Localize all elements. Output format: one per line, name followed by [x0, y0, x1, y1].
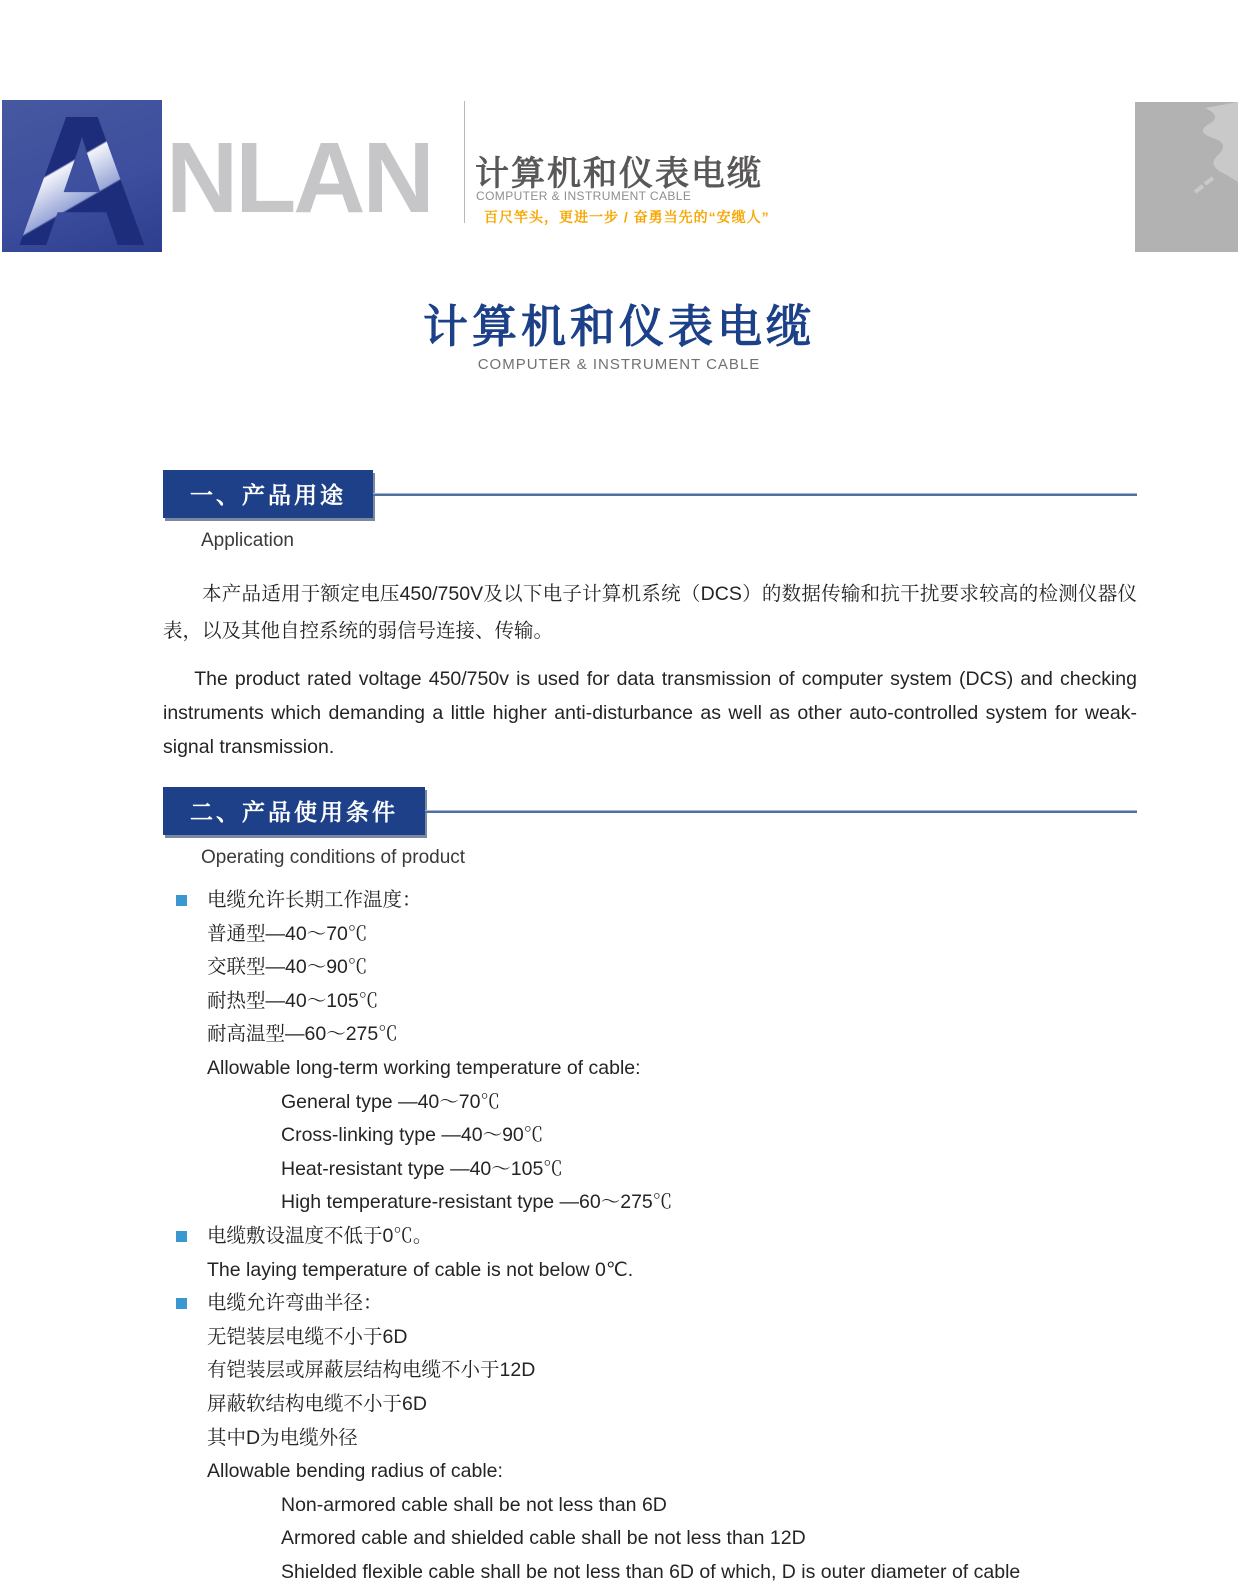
list-bullet-icon: [176, 895, 187, 906]
section-heading-box: 一、产品用途: [163, 470, 373, 518]
conditions-list: [163, 884, 1137, 1589]
section-heading-en: Operating conditions of product: [201, 847, 466, 868]
condition-text: 耐高温型—60～275℃: [207, 1023, 398, 1046]
condition-line: [163, 1522, 1137, 1556]
condition-text: General type —40～70℃: [281, 1090, 500, 1113]
logo-letter-a: A: [14, 78, 150, 285]
list-bullet-icon: [176, 1298, 187, 1309]
header-photo-placeholder: [1135, 102, 1238, 252]
list-bullet-icon: [176, 1231, 187, 1242]
condition-text: 无铠装层电缆不小于6D: [207, 1325, 408, 1348]
section-heading-rule: [425, 810, 1137, 813]
condition-text: Non-armored cable shall be not less than 6D: [281, 1493, 667, 1516]
leaf-shape-icon: [1135, 102, 1238, 252]
condition-text: 屏蔽软结构电缆不小于6D: [207, 1392, 427, 1415]
page-title: 计算机和仪表电缆: [422, 301, 815, 352]
condition-line: [163, 1321, 1137, 1355]
condition-text: 电缆敷设温度不低于0℃。: [207, 1224, 433, 1247]
condition-line: [163, 884, 1137, 918]
section-heading: [163, 787, 1137, 835]
application-paragraph-en: The product rated voltage 450/750v is used for data transmission of computer system (DCS) and checking instruments which demanding a little higher anti-disturbance as well as other auto-controlled system for weak-signal transmission.: [163, 668, 1137, 758]
condition-line: [163, 1254, 1137, 1288]
section-application: [163, 470, 1137, 764]
condition-line: [163, 1422, 1137, 1456]
condition-line: [163, 1119, 1137, 1153]
condition-line: [163, 918, 1137, 952]
application-paragraph-cn: 本产品适用于额定电压450/750V及以下电子计算机系统（DCS）的数据传输和抗干扰要求较高的检测仪器仪表，以及其他自控系统的弱信号连接、传输。: [163, 583, 1137, 642]
condition-line: [163, 1489, 1137, 1523]
header-title-cn: 计算机和仪表电缆: [475, 155, 763, 193]
condition-text: Allowable long-term working temperature of cable:: [207, 1056, 641, 1079]
condition-text: 电缆允许弯曲半径：: [207, 1292, 383, 1315]
section-operating-conditions: [163, 787, 1137, 1589]
condition-text: 有铠装层或屏蔽层结构电缆不小于12D: [207, 1359, 536, 1382]
condition-text: Cross-linking type —40～90℃: [281, 1124, 544, 1147]
anlan-logo-mark: [2, 78, 162, 285]
condition-text: Armored cable and shielded cable shall be not less than 12D: [281, 1527, 806, 1550]
condition-line: [163, 1220, 1137, 1254]
header-divider: [464, 101, 465, 223]
condition-text: 其中D为电缆外径: [207, 1426, 358, 1449]
condition-text: 耐热型—40～105℃: [207, 989, 379, 1012]
section-heading: [163, 470, 1137, 518]
condition-line: [163, 1052, 1137, 1086]
condition-text: Heat-resistant type —40～105℃: [281, 1157, 563, 1180]
condition-line: [163, 1287, 1137, 1321]
content-area: [163, 470, 1137, 1589]
logo-wordmark: NLAN: [166, 122, 432, 234]
condition-text: Shielded flexible cable shall be not less than 6D of which, D is outer diameter of cable: [281, 1560, 1021, 1583]
condition-text: High temperature-resistant type —60～275℃: [281, 1191, 673, 1214]
condition-line: [163, 1388, 1137, 1422]
condition-line: [163, 1556, 1137, 1589]
condition-line: [163, 1153, 1137, 1187]
condition-text: 交联型—40～90℃: [207, 956, 368, 979]
header-title-en: COMPUTER & INSTRUMENT CABLE: [476, 189, 692, 203]
condition-line: [163, 985, 1137, 1019]
condition-line: [163, 1354, 1137, 1388]
header-slogan: 百尺竿头，更进一步 / 奋勇当先的“安缆人”: [484, 209, 770, 225]
page-subtitle: COMPUTER & INSTRUMENT CABLE: [477, 356, 761, 373]
condition-line: [163, 1455, 1137, 1489]
section-heading-box: 二、产品使用条件: [163, 787, 425, 835]
condition-line: [163, 1018, 1137, 1052]
condition-text: 电缆允许长期工作温度：: [207, 889, 422, 911]
condition-line: [163, 1086, 1137, 1120]
condition-text: The laying temperature of cable is not below 0℃.: [207, 1258, 634, 1281]
condition-line: [163, 1186, 1137, 1220]
section-heading-en: Application: [201, 530, 294, 551]
condition-text: 普通型—40～70℃: [207, 922, 368, 945]
section-heading-rule: [373, 493, 1137, 496]
condition-line: [163, 951, 1137, 985]
condition-text: Allowable bending radius of cable:: [207, 1460, 503, 1483]
